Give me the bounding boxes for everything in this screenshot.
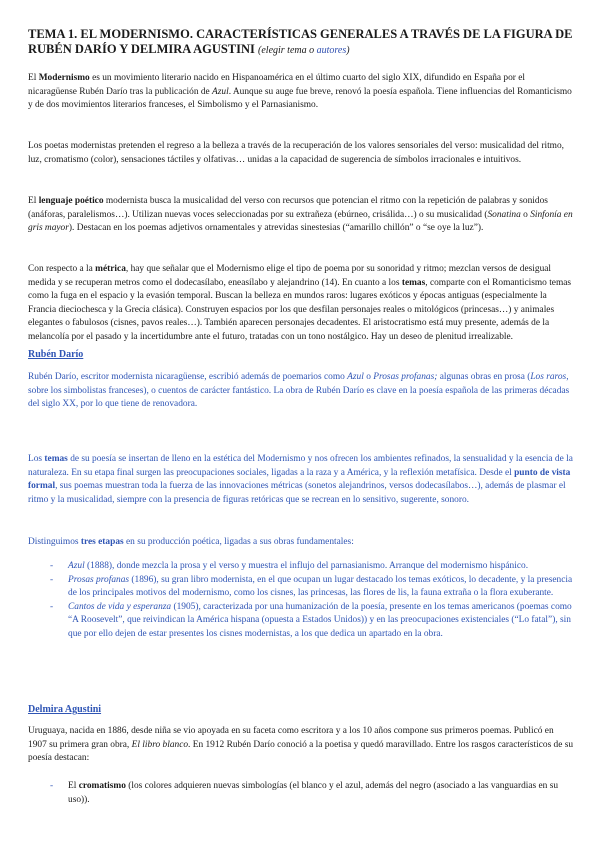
- paragraph-valores-sensoriales: Los poetas modernistas pretenden el regreso a la belleza a través de la recuperación de los valores sensoriales del verso: musicalidad del ritmo, luz, cromatismo (color), sensaciones táctiles y olfativas… unidas a la capacidad de sugerencia de símbolos irracionales e intuitivos.: [28, 141, 564, 165]
- paragraph-ruben-temas: Los temas de su poesía se insertan de lleno en la estética del Modernismo y nos ofrecen los ambientes refinados, la sensualidad y la esencia de la naturaleza. En su etapa final surgen las preocupaciones sociales, ligadas a la raza y a América, y la reflexión metafísica. Desde el punto de vista formal, sus poemas muestran toda la fuerza de las innovaciones métricas (sonetos alejandrinos, versos dodecasílabos…), además de plasmar el ritmo y la musicalidad, siempre con la presencia de figuras retóricas que se recrean en lo sensitivo, sugerente, sonoro.: [28, 454, 573, 505]
- paragraph-ruben-obras: Rubén Darío, escritor modernista nicaragüense, escribió además de poemarios como Azul o Prosas profanas; algunas obras en prosa (Los raros, sobre los simbolistas franceses), o cuentos de carácter fantástico. La obra de Rubén Darío es clave en la poesía española de las primeras décadas del siglo XX, por lo que tiene de renovadora.: [28, 372, 570, 410]
- document-title: [28, 27, 576, 58]
- list-rasgos-delmira: [50, 780, 574, 807]
- autores-link[interactable]: autores: [316, 45, 347, 56]
- heading-ruben-dario: Rubén Darío: [28, 349, 84, 360]
- list-item: - El cromatismo (los colores adquieren nuevas simbologías (el blanco y el azul, además del negro (asociado a las vanguardias en su uso)).: [50, 781, 559, 805]
- paragraph-lenguaje-poetico: El lenguaje poético modernista busca la musicalidad del verso con recursos que potencian el ritmo con la repetición de palabras y sonidos (anáforas, paralelismos…). Utilizan nuevas voces seleccionadas por su extrañeza (ebúrneo, crisálida…) o su musicalidad (Sonatina o Sinfonía en gris mayor). Destacan en los poemas adjetivos ornamentales y atrevidas sinestesias (“amarillo chillón” o “se oye la luz”).: [28, 196, 573, 234]
- list-item: - Cantos de vida y esperanza (1905), caracterizada por una humanización de la poesía, presente en los temas americanos (poemas como “A Roosevelt”, que reivindican la América hispana (opuesta a Estados Unidos)) y en las preocupaciones existenciales (“Lo fatal”), sin que por ello dejen de estar presentes los cisnes modernistas, a los que dedica un apartado en la obra.: [50, 601, 572, 639]
- paragraph-delmira-bio: Uruguaya, nacida en 1886, desde niña se vio apoyada en su faceta como escritora y a los 10 años compone sus primeros poemas. Publicó en 1907 su primera gran obra, El libro blanco. En 1912 Rubén Darío conoció a la poetisa y quedó maravillado. Entre los rasgos característicos de su poesía destacan:: [28, 726, 574, 764]
- list-etapas-ruben: [50, 560, 574, 642]
- paragraph-tres-etapas: Distinguimos tres etapas en su producción poética, ligadas a sus obras fundamentales:: [28, 537, 354, 547]
- list-item: - Azul (1888), donde mezcla la prosa y el verso y muestra el influjo del parnasianismo. Arranque del modernismo hispánico.: [50, 561, 529, 571]
- title-note: (elegir tema o autores): [258, 45, 350, 56]
- paragraph-metrica-temas: Con respecto a la métrica, hay que señalar que el Modernismo elige el tipo de poema por su sonoridad y ritmo; mezclan versos de desigual medida y se recuperan metros como el dodecasílabo, eneasílabo y alejandrino (14). En cuanto a los temas, comparte con el Romanticismo temas como la fuga en el espacio y la evasión temporal. Buscan la belleza en mundos raros: lugares exóticos y épocas antiguas (especialmente la Francia dieciochesca y la Grecia clásica). Construyen espacios por los que desfilan personajes reales o mitológicos (princesas…) y animales elegantes o fabulosos (cisnes, pavos reales…). También aparecen personajes decadentes. El aristocratismo está muy presente, además de la melancolía por el pasado y la incertidumbre ante el futuro, tratadas con un tono nostálgico. Hay un deseo de plenitud irrealizable.: [28, 264, 572, 342]
- heading-delmira-agustini: Delmira Agustini: [28, 704, 102, 715]
- title-text: TEMA 1. EL MODERNISMO. CARACTERÍSTICAS GENERALES A TRAVÉS DE LA FIGURA DE RUBÉN DARÍO Y DELMIRA AGUSTINI: [28, 27, 573, 56]
- paragraph-modernismo-intro: El Modernismo es un movimiento literario nacido en Hispanoamérica en el último cuarto del siglo XIX, difundido en España por el nicaragüense Rubén Darío tras la publicación de Azul. Aunque su auge fue breve, renovó la poesía española. Tiene influencias del Romanticismo y de dos movimientos literarios franceses, el Simbolismo y el Parnasianismo.: [28, 73, 572, 111]
- list-item: - Prosas profanas (1896), su gran libro modernista, en el que ocupan un lugar destacado los temas exóticos, lo decadente, y la presencia de los principales motivos del modernismo, como los cisnes, las princesas, las flores de lis, la fauna extraña o la flora exuberante.: [50, 574, 573, 599]
